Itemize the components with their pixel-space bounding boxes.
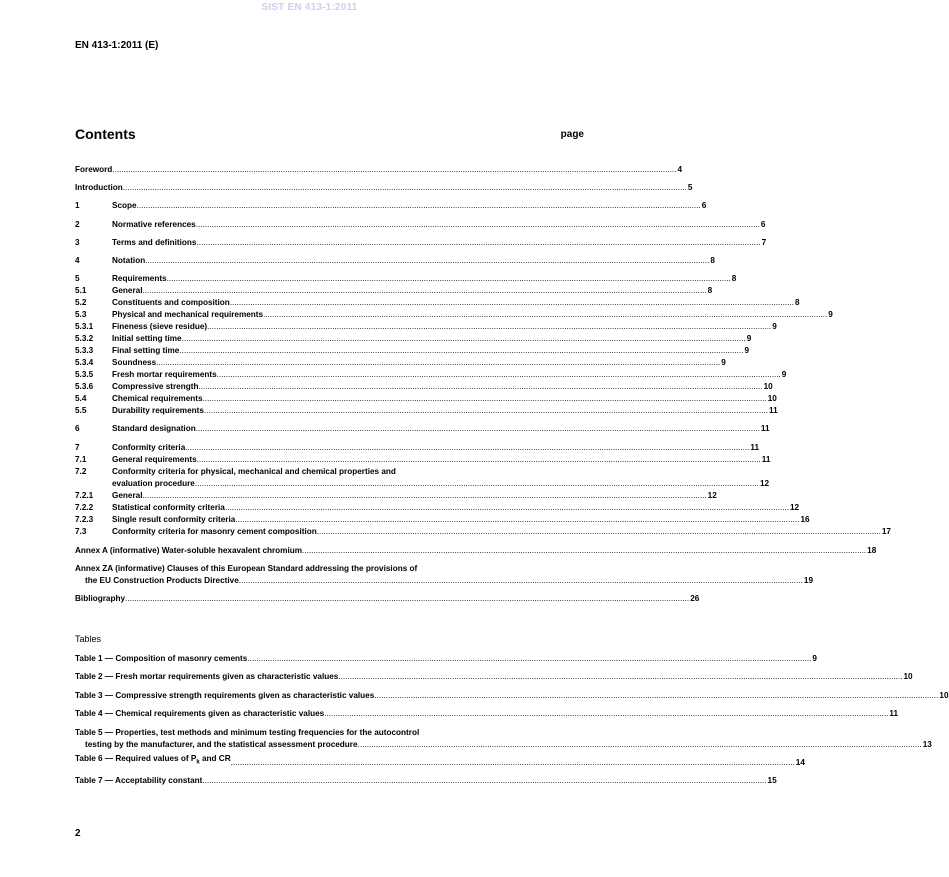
- toc-entry[interactable]: [75, 526, 891, 538]
- entry-page: 17: [881, 527, 891, 536]
- entry-number: 7.2.1: [75, 491, 94, 500]
- entry-page: 12: [789, 503, 800, 512]
- entry-page: 12: [707, 491, 717, 500]
- entry-page: 10: [767, 394, 777, 403]
- dot-leader: [217, 369, 781, 381]
- entry-page: 8: [731, 274, 737, 283]
- dot-leader: [231, 757, 795, 769]
- entry-title: Annex ZA (informative) Clauses of this European Standard addressing the provisions of: [75, 564, 418, 573]
- entry-page: 14: [795, 758, 805, 767]
- toc-entry[interactable]: [75, 478, 770, 490]
- toc-entry[interactable]: [75, 164, 683, 176]
- dot-leader: [247, 653, 811, 665]
- toc-entry[interactable]: [75, 490, 717, 502]
- entry-page: 8: [794, 298, 800, 307]
- entry-title: Chemical requirements: [112, 394, 203, 403]
- dot-leader: [112, 164, 676, 176]
- toc-entry[interactable]: [75, 309, 833, 321]
- dot-leader: [338, 671, 902, 683]
- entry-title: Table 7 — Acceptability constant: [75, 776, 203, 785]
- entry-page: 8: [710, 256, 715, 265]
- entry-title: Scope: [112, 201, 137, 210]
- entry-number: 3: [75, 238, 80, 247]
- entry-page: 5: [687, 183, 693, 192]
- table-entry[interactable]: [75, 653, 817, 665]
- entry-title: Requirements: [112, 274, 167, 283]
- toc-entry[interactable]: [75, 321, 777, 333]
- toc-entry[interactable]: [75, 381, 773, 393]
- entry-title: Table 5 — Properties, test methods and minimum testing frequencies for the autocontrol: [75, 728, 420, 737]
- dot-leader: [125, 593, 689, 605]
- entry-title: Initial setting time: [112, 334, 182, 343]
- dot-leader: [196, 219, 760, 231]
- entry-title: Single result conformity criteria: [112, 515, 236, 524]
- entry-title: the EU Construction Products Directive: [85, 576, 239, 585]
- entry-page: 6: [760, 220, 766, 229]
- entry-title: Conformity criteria: [112, 443, 186, 452]
- toc-entry[interactable]: [75, 405, 778, 417]
- toc-entry[interactable]: [75, 285, 713, 297]
- entry-page: 8: [707, 286, 713, 295]
- entry-number: 5.2: [75, 298, 87, 307]
- entry-number: 5.1: [75, 286, 87, 295]
- dot-leader: [196, 237, 760, 249]
- entry-title: testing by the manufacturer, and the statistical assessment procedure: [85, 740, 358, 749]
- entry-number: 7.2.2: [75, 503, 94, 512]
- entry-title: Notation: [112, 256, 146, 265]
- table-entry[interactable]: [75, 708, 899, 720]
- table-entry[interactable]: [75, 671, 913, 683]
- entry-page: 15: [767, 776, 777, 785]
- entry-number: 1: [75, 201, 80, 210]
- entry-number: 5.3.2: [75, 334, 94, 343]
- entry-title: General requirements: [112, 455, 197, 464]
- dot-leader: [203, 393, 767, 405]
- entry-number: 7.1: [75, 455, 87, 464]
- toc-entry[interactable]: [75, 255, 715, 267]
- toc-entry[interactable]: [75, 333, 752, 345]
- entry-title: Physical and mechanical requirements: [112, 310, 264, 319]
- dot-leader: [123, 182, 687, 194]
- entry-title: Table 1 — Composition of masonry cements: [75, 654, 248, 663]
- table-entry[interactable]: [75, 727, 419, 739]
- dot-leader: [195, 478, 759, 490]
- toc-entry[interactable]: [75, 369, 787, 381]
- dot-leader: [179, 345, 743, 357]
- toc-entry[interactable]: [75, 423, 770, 435]
- table-entry[interactable]: [75, 690, 949, 702]
- entry-page: 10: [939, 691, 949, 700]
- entry-title: Soundness: [112, 358, 157, 367]
- entry-number: 2: [75, 220, 80, 229]
- entry-page: 11: [889, 709, 899, 718]
- toc-entry[interactable]: [75, 593, 700, 605]
- dot-leader: [167, 273, 731, 285]
- toc-entry[interactable]: [75, 393, 777, 405]
- table-entry[interactable]: [75, 775, 777, 787]
- entry-title: Foreword: [75, 165, 113, 174]
- document-id: EN 413-1:2011 (E): [75, 40, 159, 51]
- dot-leader: [137, 200, 701, 212]
- dot-leader: [239, 575, 803, 587]
- entry-title: Table 3 — Compressive strength requirements given as characteristic values: [75, 691, 375, 700]
- entry-page: 12: [759, 479, 770, 488]
- entry-number: 7.2.3: [75, 515, 94, 524]
- toc-entry[interactable]: [75, 345, 750, 357]
- dot-leader: [358, 739, 922, 751]
- dot-leader: [143, 285, 707, 297]
- toc-entry[interactable]: [75, 514, 810, 526]
- entry-number: 5.3: [75, 310, 87, 319]
- entry-title: Table 6 — Required values of $P_k$ and CR: [75, 754, 231, 766]
- entry-number: 5.3.6: [75, 382, 94, 391]
- entry-page: 9: [772, 322, 777, 331]
- entry-number: 5.3.3: [75, 346, 94, 355]
- entry-page: 9: [828, 310, 833, 319]
- toc-entry[interactable]: [75, 219, 766, 231]
- entry-page: 4: [677, 165, 683, 174]
- dot-leader: [202, 775, 766, 787]
- entry-number: 5: [75, 274, 80, 283]
- dot-leader: [324, 708, 888, 720]
- table-entry[interactable]: [75, 739, 932, 751]
- toc-entry[interactable]: [75, 454, 771, 466]
- entry-number: 5.3.1: [75, 322, 94, 331]
- entry-page: 9: [721, 358, 726, 367]
- dot-leader: [302, 545, 866, 557]
- entry-title: Constituents and composition: [112, 298, 230, 307]
- entry-page: 26: [690, 594, 700, 603]
- entry-title: evaluation procedure: [112, 479, 195, 488]
- entry-page: 10: [903, 672, 913, 681]
- dot-leader: [204, 405, 768, 417]
- entry-page: 9: [744, 346, 750, 355]
- entry-number: 5.5: [75, 406, 87, 415]
- entry-title: Fresh mortar requirements: [112, 370, 217, 379]
- entry-page: 19: [803, 576, 814, 585]
- dot-leader: [143, 490, 707, 502]
- toc-entry[interactable]: [75, 357, 726, 369]
- entry-page: 16: [800, 515, 810, 524]
- contents-title: Contents: [75, 126, 136, 142]
- entry-page: 7: [761, 238, 767, 247]
- dot-leader: [197, 454, 761, 466]
- dot-leader: [374, 690, 938, 702]
- dot-leader: [185, 442, 749, 454]
- entry-number: 7: [75, 443, 80, 452]
- entry-page: 11: [761, 455, 771, 464]
- toc-entry[interactable]: [75, 466, 396, 478]
- entry-title: Fineness (sieve residue): [112, 322, 208, 331]
- entry-page: 10: [763, 382, 773, 391]
- entry-title: Conformity criteria for masonry cement composition: [112, 527, 317, 536]
- dot-leader: [198, 381, 762, 393]
- toc-entry[interactable]: [75, 545, 877, 557]
- dot-leader: [263, 309, 827, 321]
- entry-title: General: [112, 491, 143, 500]
- entry-title: Normative references: [112, 220, 196, 229]
- entry-number: 5.3.4: [75, 358, 94, 367]
- entry-title: Compressive strength: [112, 382, 199, 391]
- dot-leader: [207, 321, 771, 333]
- entry-title: Terms and definitions: [112, 238, 197, 247]
- entry-page: 6: [701, 201, 707, 210]
- entry-page: 18: [867, 546, 877, 555]
- entry-number: 6: [75, 424, 80, 433]
- dot-leader: [156, 357, 720, 369]
- entry-number: 7.2: [75, 467, 87, 476]
- entry-page: 9: [812, 654, 817, 663]
- toc-entry[interactable]: [75, 575, 814, 587]
- entry-page: 9: [746, 334, 752, 343]
- dot-leader: [317, 526, 881, 538]
- table-entry[interactable]: [75, 754, 805, 769]
- entry-page: 9: [781, 370, 787, 379]
- entry-title: Table 4 — Chemical requirements given as characteristic values: [75, 709, 325, 718]
- entry-title: Conformity criteria for physical, mechanical and chemical properties and: [112, 467, 396, 476]
- entry-number: 4: [75, 256, 80, 265]
- dot-leader: [182, 333, 746, 345]
- entry-page: 13: [922, 740, 932, 749]
- entry-number: 7.3: [75, 527, 87, 536]
- entry-title: Annex A (informative) Water-soluble hexavalent chromium: [75, 546, 303, 555]
- toc-entry[interactable]: [75, 563, 417, 575]
- entry-page: 11: [750, 443, 760, 452]
- dot-leader: [230, 297, 794, 309]
- entry-page: 11: [769, 406, 778, 415]
- toc-entry[interactable]: [75, 182, 693, 194]
- dot-leader: [225, 502, 789, 514]
- entry-title: Introduction: [75, 183, 123, 192]
- dot-leader: [235, 514, 799, 526]
- entry-page: 11: [760, 424, 770, 433]
- entry-title: Durability requirements: [112, 406, 204, 415]
- entry-title: Standard designation: [112, 424, 196, 433]
- entry-number: 5.4: [75, 394, 87, 403]
- page-column-label: page: [560, 129, 584, 140]
- toc-entry[interactable]: [75, 297, 800, 309]
- entry-title: Final setting time: [112, 346, 180, 355]
- toc-entry[interactable]: [75, 273, 737, 285]
- toc-entry[interactable]: [75, 237, 767, 249]
- toc-entry[interactable]: [75, 502, 800, 514]
- dot-leader: [196, 423, 760, 435]
- entry-title: Bibliography: [75, 594, 126, 603]
- page-number: 2: [75, 828, 81, 839]
- entry-title: Table 2 — Fresh mortar requirements given as characteristic values: [75, 672, 339, 681]
- toc-entry[interactable]: [75, 200, 707, 212]
- entry-title: Statistical conformity criteria: [112, 503, 225, 512]
- toc-entry[interactable]: [75, 442, 760, 454]
- tables-heading: Tables: [75, 634, 102, 644]
- entry-number: 5.3.5: [75, 370, 94, 379]
- entry-title: General: [112, 286, 143, 295]
- watermark: SIST EN 413-1:2011: [261, 2, 358, 13]
- dot-leader: [145, 255, 709, 267]
